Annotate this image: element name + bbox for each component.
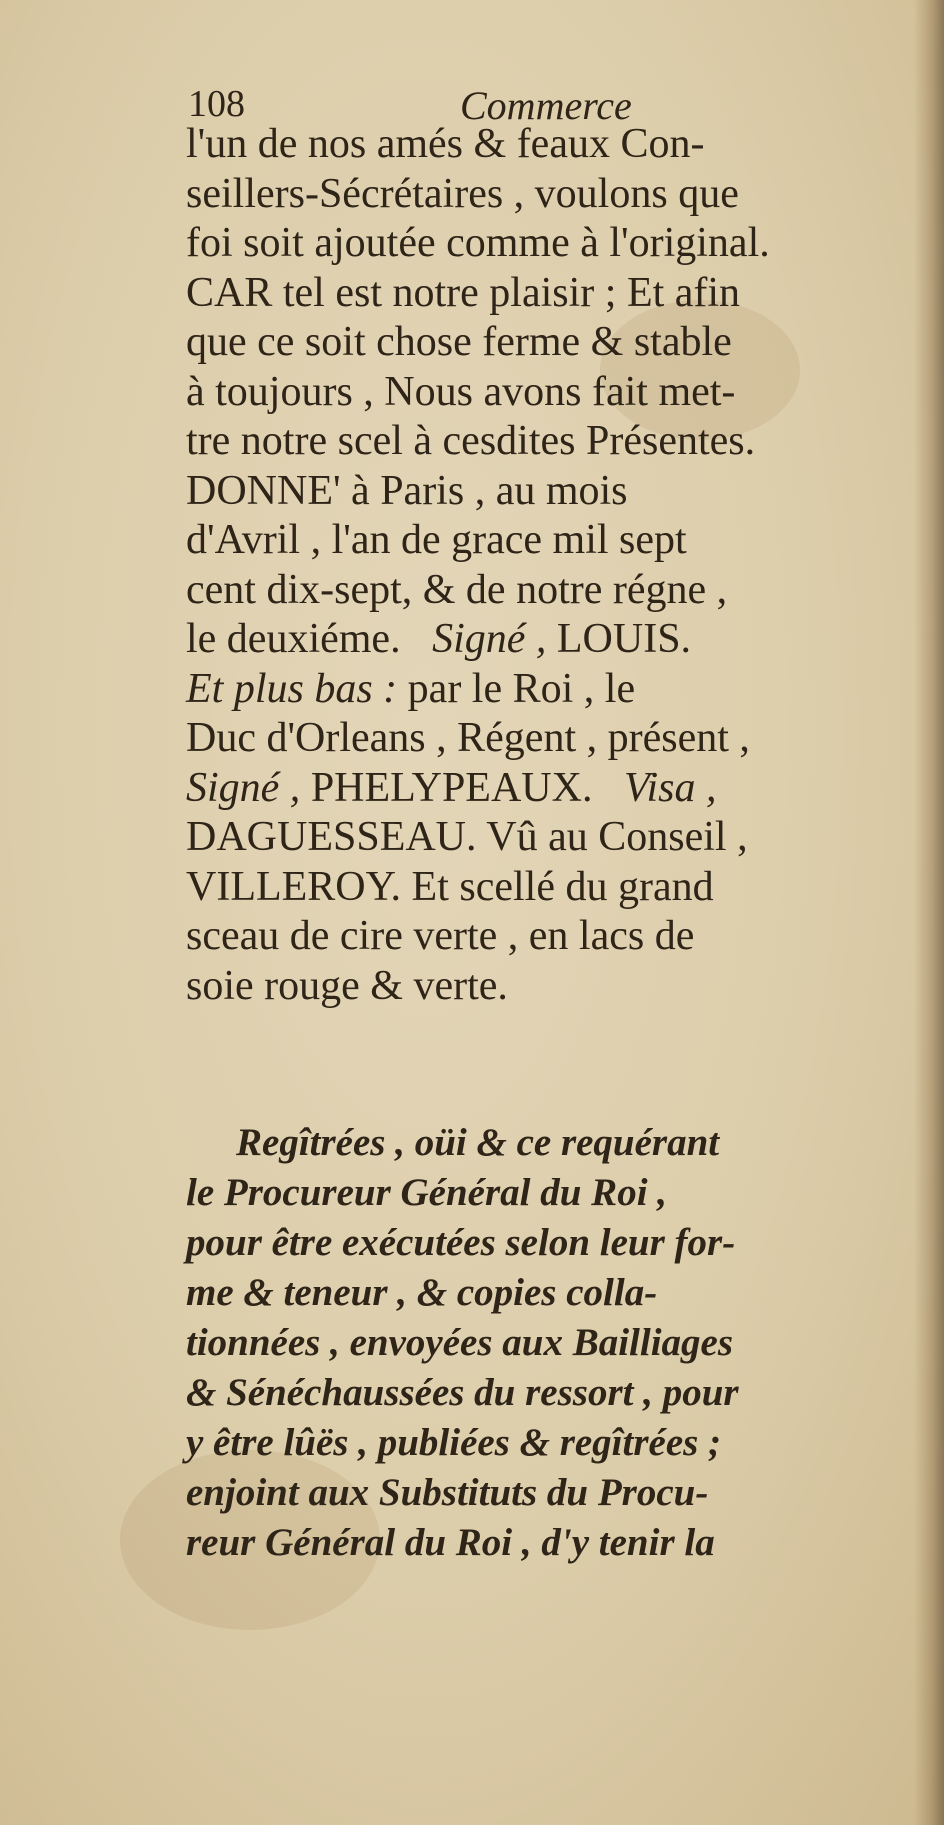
- registration-paragraph: [186, 1118, 926, 1568]
- text-line: foi soit ajoutée comme à l'original.: [186, 220, 770, 266]
- registration-line: tionnées , envoyées aux Bailliages: [186, 1321, 734, 1364]
- text-line: DONNE' à Paris , au mois: [186, 467, 628, 514]
- text-line: soie rouge & verte.: [186, 962, 508, 1009]
- registration-line: y être lûës , publiées & regîtrées ;: [186, 1421, 722, 1464]
- body-text: [186, 120, 926, 1011]
- text-fragment-italic: Signé ,: [432, 616, 547, 662]
- text-fragment-italic: Et plus bas :: [186, 665, 398, 712]
- registration-line: le Procureur Général du Roi ,: [186, 1171, 668, 1214]
- text-line: DAGUESSEAU. Vû au Conseil ,: [186, 814, 748, 860]
- text-line: d'Avril , l'an de grace mil sept: [186, 517, 687, 563]
- registration-line: reur Général du Roi , d'y tenir la: [186, 1521, 715, 1564]
- text-line: Duc d'Orleans , Régent , présent ,: [186, 715, 750, 761]
- registration-line: enjoint aux Substituts du Procu-: [186, 1471, 709, 1514]
- text-line: sceau de cire verte , en lacs de: [186, 913, 695, 959]
- text-line: seillers-Sécrétaires , voulons que: [186, 170, 739, 217]
- text-fragment: LOUIS.: [556, 616, 692, 662]
- text-line: VILLEROY. Et scellé du grand: [186, 863, 714, 910]
- text-line-signe: [186, 764, 926, 814]
- text-fragment: par le Roi , le: [407, 665, 636, 712]
- text-line-plus-bas: [186, 665, 926, 715]
- text-fragment-italic: Signé ,: [186, 764, 301, 811]
- registration-line: & Sénéchaussées du ressort , pour: [186, 1371, 739, 1414]
- running-title: Commerce: [460, 83, 632, 128]
- text-fragment: le deuxiéme.: [186, 616, 401, 662]
- text-fragment: PHELYPEAUX.: [310, 764, 593, 811]
- text-line: l'un de nos amés & feaux Con-: [186, 121, 705, 167]
- text-line: cent dix-sept, & de notre régne ,: [186, 566, 728, 613]
- registration-line: Regîtrées , oüi & ce requérant: [236, 1121, 720, 1164]
- registration-line: me & teneur , & copies colla-: [186, 1271, 658, 1314]
- text-line: que ce soit chose ferme & stable: [186, 319, 732, 365]
- text-line: à toujours , Nous avons fait met-: [186, 368, 736, 415]
- registration-line: pour être exécutées selon leur for-: [186, 1221, 736, 1264]
- text-fragment-italic: Visa ,: [623, 764, 717, 811]
- text-line: CAR tel est notre plaisir ; Et afin: [186, 269, 741, 316]
- page-number: 108: [188, 83, 245, 125]
- text-line: tre notre scel à cesdites Présentes.: [186, 418, 756, 464]
- text-line-signature: [186, 615, 926, 665]
